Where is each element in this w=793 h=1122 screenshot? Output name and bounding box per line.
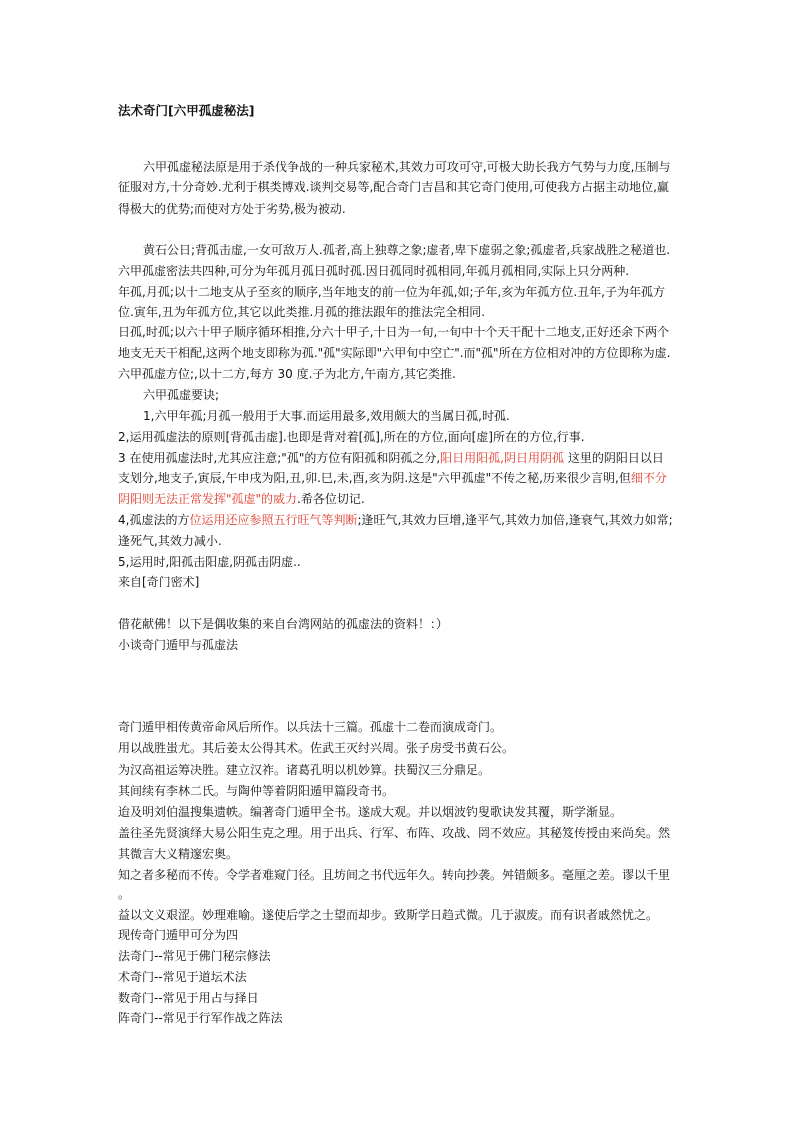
source-note: 来自[奇门密术]: [118, 575, 200, 589]
rule-3-line-2: [118, 468, 678, 488]
history-line: 。: [118, 887, 131, 901]
paragraph-line: 年孤,月孤;以十二地支从子至亥的顺序,当年地支的前一位为年孤,如;子年,亥为年孤方位.丑年,子为年孤方: [118, 285, 665, 299]
intro-subtitle: 小谈奇门遁甲与孤虚法: [118, 638, 239, 652]
paragraph-line: 六甲孤虚密法共四种,可分为年孤月孤日孤时孤.因日孤同时孤相同,年孤月孤相同,实际上只分两种.: [118, 264, 630, 278]
rule-3-highlight: 细不分: [630, 471, 667, 485]
rule-3-text: 支划分,地支子,寅辰,午申戌为阳,丑,卯.巳,未,酉,亥为阴.这是"六甲孤虚"不传之秘,历来很少言明,但: [118, 471, 631, 485]
rule-4-text: ;逢旺气,其效力巨增,逢平气,其效力加倍,逢衰气,其效力如常;: [357, 513, 673, 527]
history-line: 为汉高祖运筹决胜。建立汉祚。诸葛孔明以机妙算。扶蜀汉三分鼎足。: [118, 763, 491, 777]
category-item: 术奇门--常见于道坛术法: [118, 970, 247, 984]
history-line: 用以战胜蚩尤。其后姜太公得其术。佐武王灭纣兴周。张子房受书黄石公。: [118, 741, 515, 755]
paragraph-line: 六甲孤虚秘法原是用于杀伐争战的一种兵家秘术,其效力可攻可守,可极大助长我方气势与力度,压制与: [143, 160, 671, 174]
paragraph-line: 黄石公日;背孤击虚,一女可敌万人.孤者,高上独尊之象;虚者,卑下虚弱之象;孤虚者,兵家战胜之秘道也.: [143, 243, 671, 257]
rule-4-text: 4,孤虚法的方: [118, 513, 190, 527]
rule-4-highlight: 位运用还应参照五行旺气等判断: [189, 513, 358, 527]
rule-1: 1,六甲年孤;月孤一般用于大事.而运用最多,效用颇大的当属日孤,时孤.: [143, 409, 510, 423]
rule-3-line-1: [118, 448, 678, 468]
paragraph-line: 日孤,时孤;以六十甲子顺序循环相推,分六十甲子,十日为一旬,一旬中十个天干配十二地支,正好还余下两个: [118, 325, 670, 339]
paragraph-line: 六甲孤虚方位;,以十二方,每方 30 度.子为北方,午南方,其它类推.: [118, 367, 456, 381]
history-line: 奇门遁甲相传黄帝命风后所作。以兵法十三篇。孤虚十二卷而演成奇门。: [118, 720, 503, 734]
history-line: 其间续有李林二氏。与陶仲等着阴阳遁甲篇段奇书。: [118, 784, 395, 798]
category-item: 法奇门--常见于佛门秘宗修法: [118, 949, 271, 963]
intro-line: 借花献佛！以下是偶收集的来自台湾网站的孤虚法的资料！：）: [118, 617, 449, 631]
rule-4-line-1: [118, 510, 678, 530]
rule-5: 5,运用时,阳孤击阳虚,阴孤击阴虚..: [118, 555, 301, 569]
history-line: 盖往圣先贤演绎大易公阳生克之理。用于出兵、行军、布阵、攻战、罔不效应。其秘笈传授由来尚矣。然: [118, 826, 671, 840]
paragraph-line: 得极大的优势;而使对方处于劣势,极为被动.: [118, 202, 346, 216]
rule-3-text: 3 在使用孤虚法时,尤其应注意;"孤"的方位有阳孤和阴孤之分,: [118, 451, 441, 465]
history-line: 现传奇门遁甲可分为四: [118, 928, 239, 942]
history-line: 其微言大义精邃宏奥。: [118, 847, 239, 861]
rule-3-highlight: 阴阳则无法正常发挥"孤虚"的威力: [118, 492, 298, 506]
history-line: 益以文义艰涩。妙理难喻。遂使后学之士望而却步。致斯学日趋式微。几于淑废。而有识者戚然忧之。: [118, 908, 659, 922]
document-title: 法术奇门[六甲孤虚秘法]: [118, 103, 255, 118]
paragraph-line: 位.寅年,丑为年孤方位,其它以此类推.月孤的推法跟年的推法完全相同.: [118, 305, 486, 319]
category-item: 阵奇门--常见于行军作战之阵法: [118, 1011, 283, 1025]
rules-heading: 六甲孤虚要诀;: [143, 388, 220, 402]
paragraph-line: 地支无天干相配,这两个地支即称为孤."孤"实际即"六甲旬中空亡".而"孤"所在方位相对冲的方位即称为虚.: [118, 346, 671, 360]
history-line: 知之者多秘而不传。令学者难窥门径。且坊间之书代远年久。转向抄袭。舛错颇多。毫厘之差。谬以千里: [118, 868, 671, 882]
history-line: 迨及明刘伯温搜集遗帙。编著奇门遁甲全书。遂成大观。并以烟波钓叟歌诀发其覆，斯学渐显。: [118, 805, 623, 819]
rule-2: 2,运用孤虚法的原则[背孤击虚].也即是背对着[孤],所在的方位,面向[虚]所在的方位,行事.: [118, 430, 585, 444]
rule-4-line-2: 逢死气,其效力减小.: [118, 534, 222, 548]
rule-3-text: .希各位切记.: [297, 492, 365, 506]
rule-3-text: 这里的阴阳日以日: [564, 451, 664, 465]
rule-3-highlight: 阳日用阳孤,阴日用阴孤: [440, 451, 564, 465]
category-item: 数奇门--常见于用占与择日: [118, 991, 259, 1005]
paragraph-line: 征服对方,十分奇妙.尤利于棋类博戏.谈判交易等,配合奇门吉昌和其它奇门使用,可使我方占据主动地位,赢: [118, 180, 669, 194]
rule-3-line-3: [118, 489, 678, 509]
